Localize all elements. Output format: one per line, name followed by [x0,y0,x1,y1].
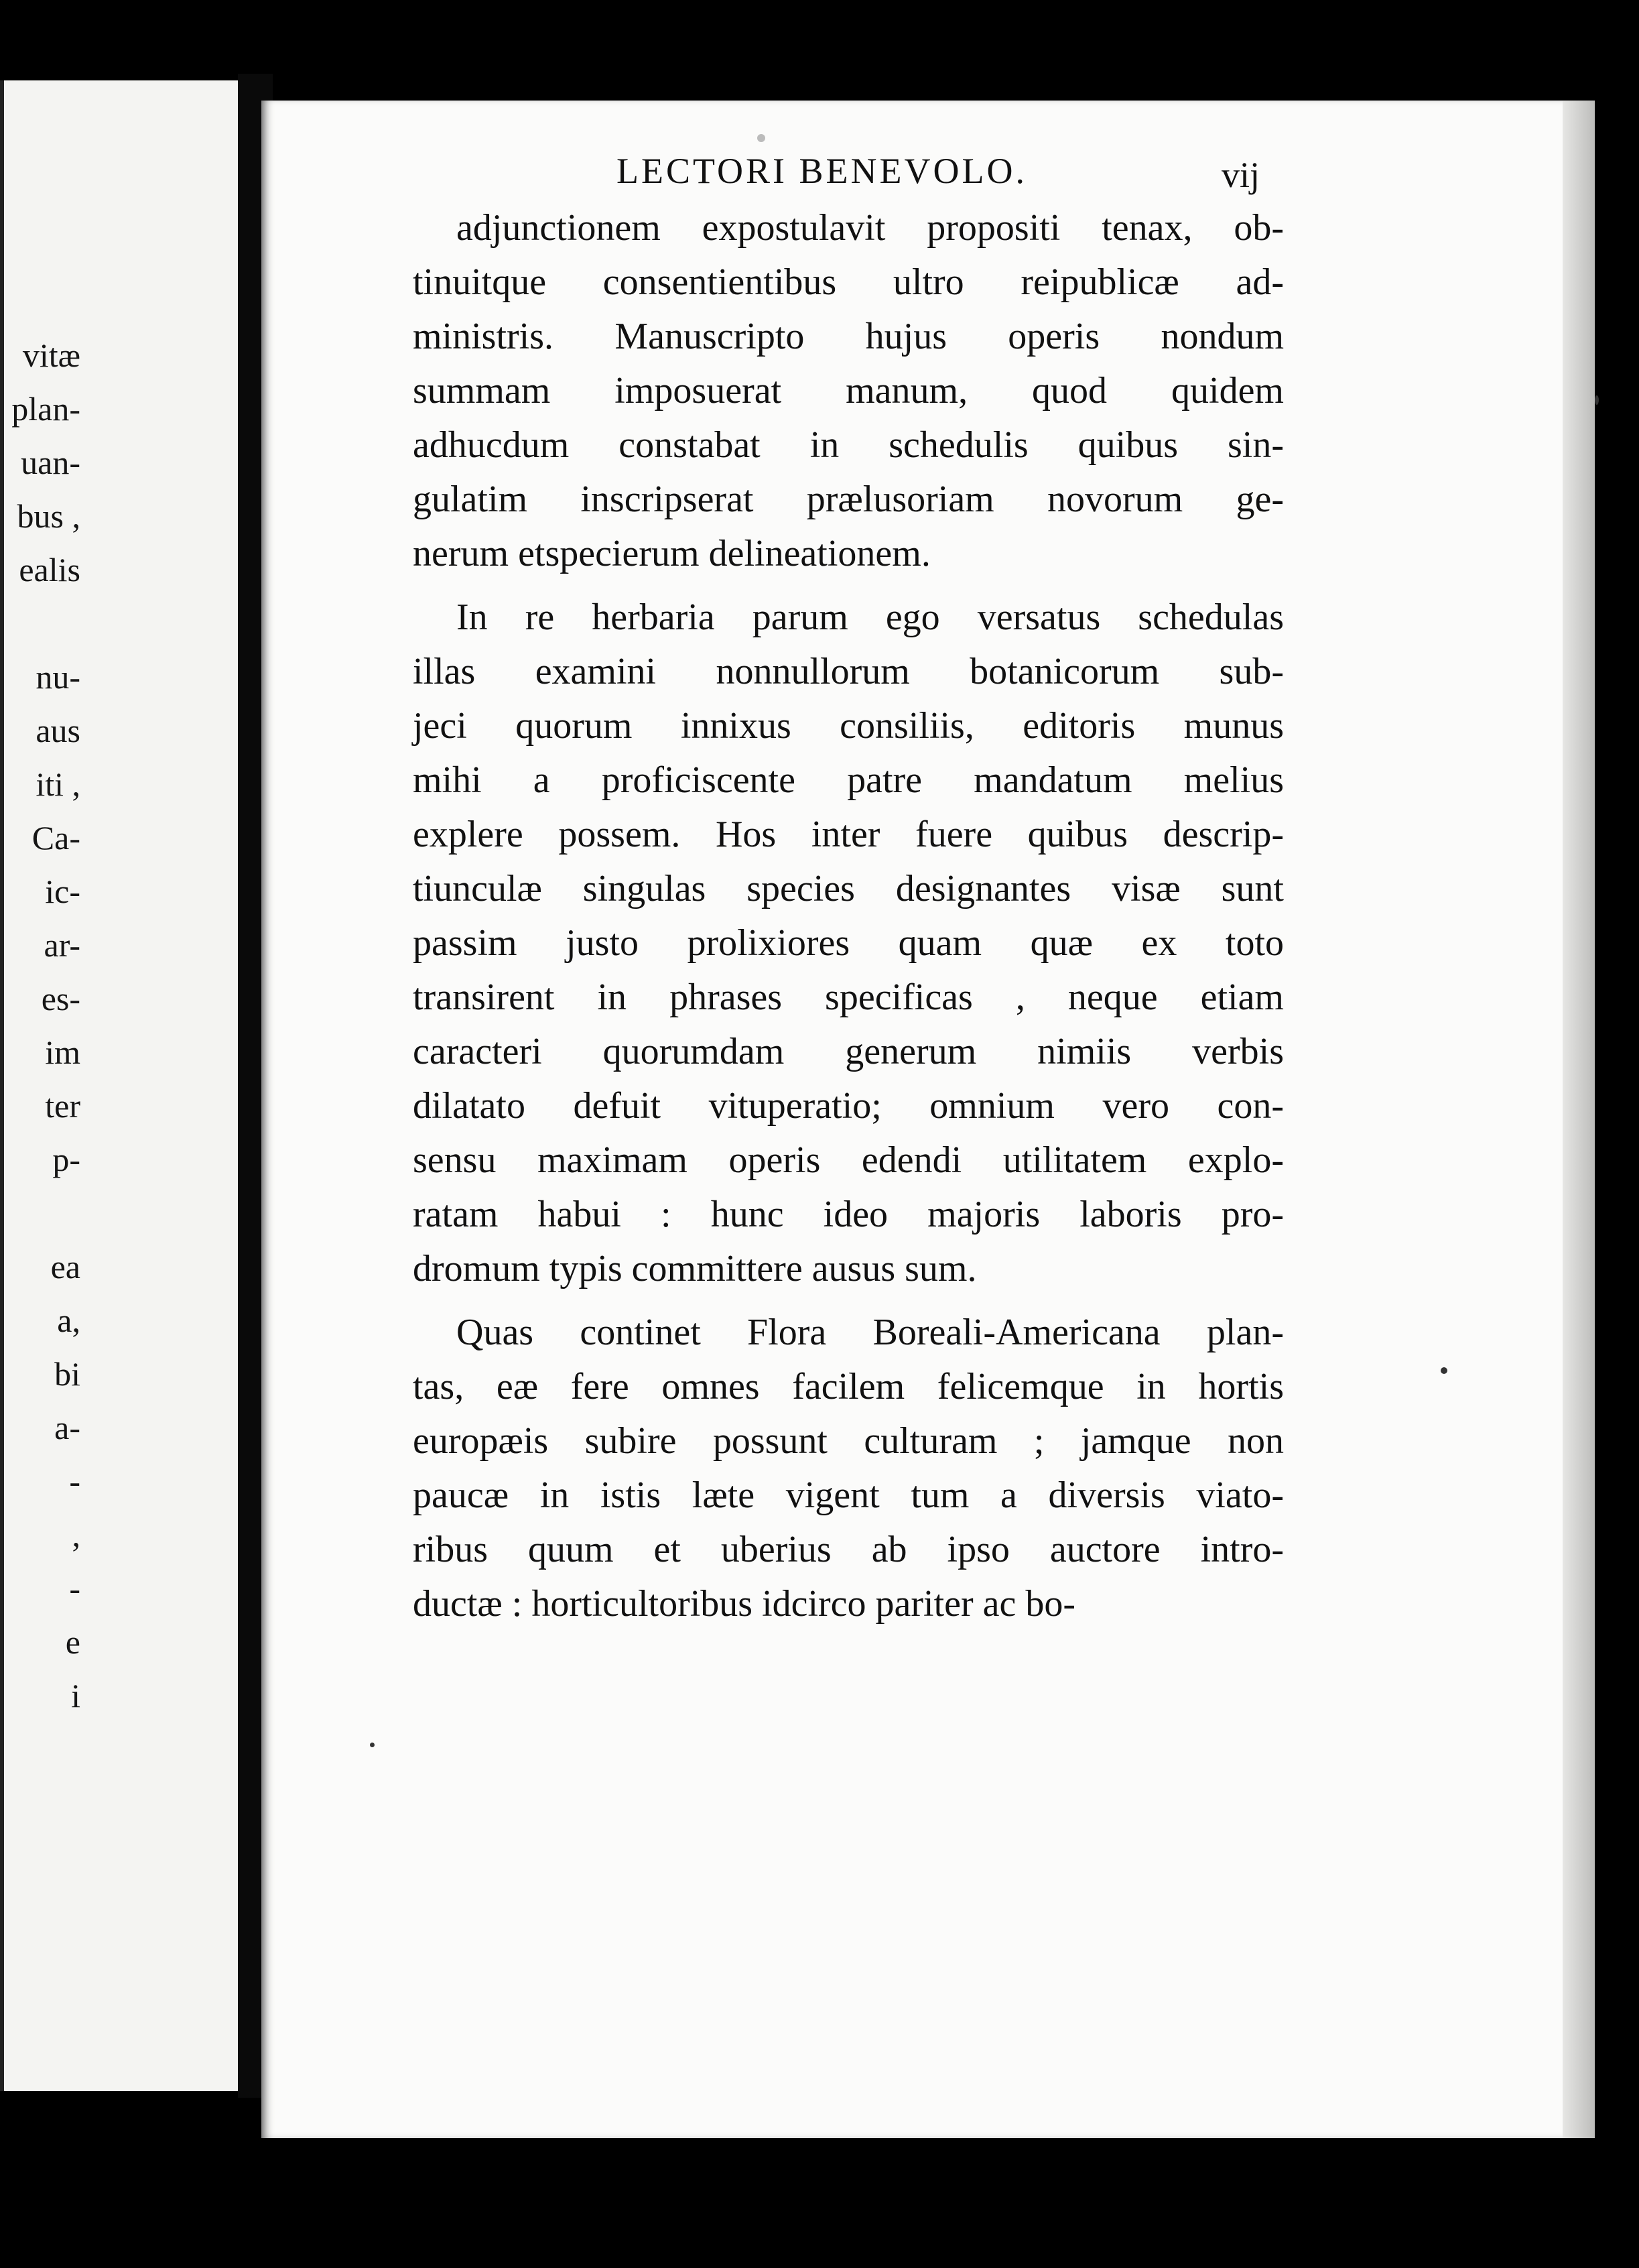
left-page-fragment: e [65,1623,80,1661]
right-page-edge [1563,101,1595,2138]
text-line: sensu maximam operis edendi utilitatem explo- [413,1139,1284,1181]
left-page-fragment: ter [45,1087,80,1125]
text-line: ductæ : horticultoribus idcirco pariter ac bo- [413,1583,1076,1625]
left-page-fragment: i [71,1677,80,1714]
text-line: nerum etspecierum delineationem. [413,533,931,574]
left-page-fragment: bi [54,1355,80,1393]
text-line: summam imposuerat manum, quod quidem [413,370,1284,412]
text-line: illas examini nonnullorum botanicorum sub- [413,651,1284,692]
left-page-fragment: a- [54,1409,80,1446]
text-line: caracteri quorumdam generum nimiis verbis [413,1031,1284,1072]
page-number: vij [1221,155,1260,195]
text-line: ministris. Manuscripto hujus operis nondum [413,316,1284,357]
text-line: europæis subire possunt culturam ; jamque non [413,1420,1284,1462]
left-page-fragment: a, [57,1302,80,1339]
text-line: transirent in phrases specificas , neque etiam [413,976,1284,1018]
text-line: adhucdum constabat in schedulis quibus sin- [413,424,1284,466]
text-line: dromum typis committere ausus sum. [413,1248,977,1289]
paragraph [413,590,1284,1296]
text-line: Quas continet Flora Boreali-Americana plan- [456,1312,1284,1353]
left-page-fragment: ic- [45,873,80,910]
left-page-fragment: nu- [36,658,80,696]
text-line: paucæ in istis læte vigent tum a diversis viato- [413,1474,1284,1516]
running-head [348,144,1260,198]
left-page-fragment [0,1186,80,1240]
text-line: jeci quorum innixus consiliis, editoris munus [413,705,1284,747]
left-page-fragment: bus , [17,497,80,535]
left-page-fragment: ea [50,1248,80,1285]
left-page-fragment: - [69,1570,80,1607]
text-line: passim justo prolixiores quam quæ ex toto [413,922,1284,964]
text-line: tinuitque consentientibus ultro reipublicæ ad- [413,261,1284,303]
ink-speck [1441,1367,1447,1374]
text-line: mihi a proficiscente patre mandatum melius [413,759,1284,801]
left-page-fragment [0,596,80,650]
running-head-title: LECTORI BENEVOLO. [616,151,1027,191]
text-line: tas, eæ fere omnes facilem felicemque in hortis [413,1366,1284,1407]
text-line: In re herbaria parum ego versatus schedulas [456,596,1284,638]
text-line: ratam habui : hunc ideo majoris laboris pro- [413,1194,1284,1235]
left-page-fragment: - [69,1462,80,1500]
left-page-fragment: aus [36,712,80,749]
text-line: ribus quum et uberius ab ipso auctore intro- [413,1529,1284,1570]
left-page-fragment: im [45,1033,80,1071]
paragraph [413,1306,1284,1631]
left-page-fragment: p- [52,1141,80,1178]
left-page-fragment: iti , [36,765,80,803]
ink-speck [1595,395,1599,405]
ink-speck [370,1743,375,1747]
text-line: dilatato defuit vituperatio; omnium vero con- [413,1085,1284,1127]
left-page-text-fragments [0,328,80,1722]
left-page-fragment: vitæ [22,336,80,374]
left-page-fragment: , [72,1516,80,1554]
text-line: tiunculæ singulas species designantes visæ sunt [413,868,1284,909]
left-page [0,80,238,2091]
left-page-fragment: ealis [19,551,80,588]
left-page-fragment: ar- [44,926,80,964]
paragraph [413,201,1284,581]
left-page-fragment: Ca- [31,819,80,857]
text-line: gulatim inscripserat prælusoriam novorum ge- [413,479,1284,520]
left-page-fragment: plan- [11,390,80,428]
ink-speck [757,134,765,142]
text-line: explere possem. Hos inter fuere quibus descrip- [413,814,1284,855]
body-text [413,201,1284,1641]
text-line: adjunctionem expostulavit propositi tenax, ob- [456,207,1284,249]
left-page-fragment: uan- [21,444,80,481]
left-page-fragment: es- [41,980,80,1017]
